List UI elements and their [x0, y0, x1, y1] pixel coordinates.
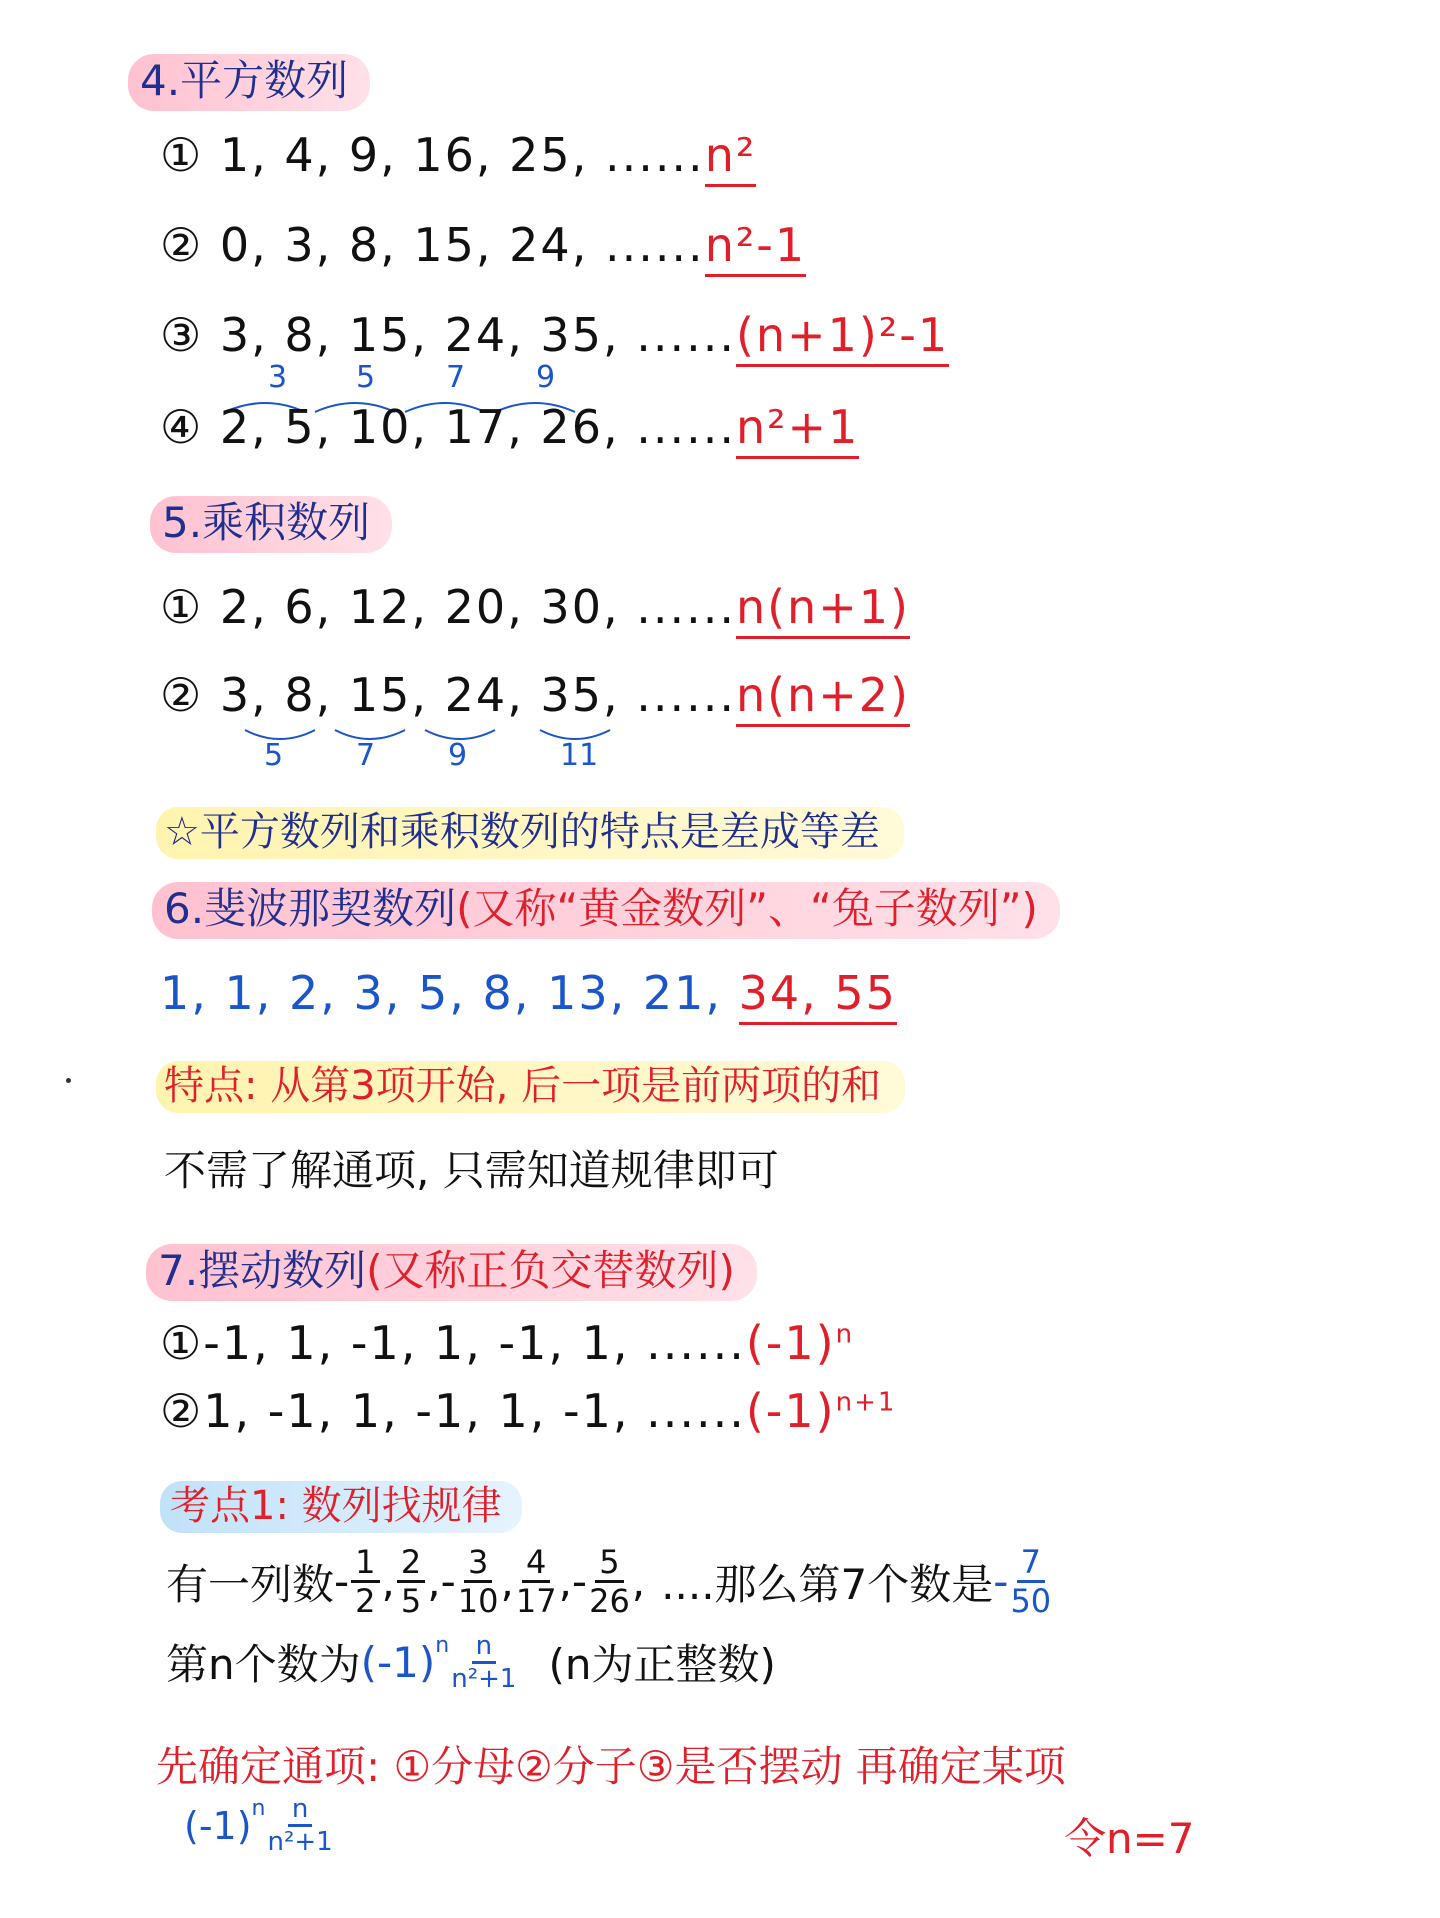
fraction — [515, 1543, 557, 1620]
fraction — [351, 1543, 379, 1620]
alternating-seq-row-1 — [160, 1316, 854, 1370]
numerator: 5 — [595, 1546, 623, 1583]
denominator: 10 — [457, 1582, 499, 1620]
fraction — [451, 1630, 517, 1694]
fibonacci-sequence — [160, 966, 897, 1020]
difference-label: 7 — [356, 738, 376, 773]
fibonacci-feature-wrap — [156, 1054, 905, 1111]
section-4-title: 4.平方数列 — [128, 54, 370, 111]
formula-exponent: n — [835, 1319, 855, 1350]
sequence-text: ③ 3, 8, 15, 24, 35, ...... — [160, 308, 736, 362]
stray-dot — [66, 1078, 71, 1083]
difference-label: 9 — [536, 360, 556, 395]
method-line: 先确定通项: ①分母②分子③是否摆动 再确定某项 — [156, 1742, 1066, 1791]
fraction — [457, 1543, 499, 1620]
sequence-text: ①-1, 1, -1, 1, -1, 1, ...... — [160, 1316, 746, 1370]
numerator: 3 — [464, 1546, 492, 1583]
numerator: 4 — [522, 1546, 550, 1583]
sequence-text: ②1, -1, 1, -1, 1, -1, ...... — [160, 1384, 746, 1438]
numerator: 2 — [397, 1546, 425, 1583]
section-6-aliases: (又称“黄金数列”、“兔子数列”) — [456, 884, 1038, 933]
denominator: n²+1 — [267, 1827, 333, 1857]
numerator: 1 — [351, 1546, 379, 1583]
formula — [746, 1316, 854, 1370]
section-5-title: 5.乘积数列 — [150, 496, 392, 553]
sequence-text: 1, 1, 2, 3, 5, 8, 13, 21, — [160, 966, 722, 1020]
denominator: 2 — [355, 1582, 376, 1620]
formula-exponent: n+1 — [835, 1387, 897, 1418]
alternating-seq-row-2 — [160, 1384, 896, 1438]
formula: n²-1 — [705, 218, 806, 277]
section-7-name: 7.摆动数列 — [158, 1246, 367, 1295]
numerator: n — [472, 1633, 496, 1664]
formula-exponent: n — [435, 1632, 450, 1658]
formula — [746, 1384, 897, 1438]
section-6-name: 6.斐波那契数列 — [164, 884, 457, 933]
difference-label: 11 — [560, 738, 599, 773]
answer — [993, 1543, 1053, 1620]
difference-label: 9 — [448, 738, 468, 773]
product-seq-row-1 — [160, 580, 910, 634]
comma: , — [381, 1557, 395, 1606]
keypoint-1-title: 考点1: 数列找规律 — [160, 1481, 522, 1533]
sequence-text: ① 2, 6, 12, 20, 30, ...... — [160, 580, 736, 634]
formula-base: (-1) — [745, 1384, 836, 1438]
fraction — [589, 1543, 630, 1620]
formula-exponent: n — [251, 1796, 266, 1821]
nth-term-line — [166, 1632, 776, 1692]
star-note-wrap — [156, 800, 904, 857]
sequence-text: ② 0, 3, 8, 15, 24, ...... — [160, 218, 705, 272]
denominator: 5 — [400, 1582, 422, 1620]
comma: , — [427, 1557, 441, 1606]
star-note: ☆平方数列和乘积数列的特点是差成等差 — [156, 807, 904, 859]
answer-fraction — [1010, 1543, 1052, 1620]
nth-formula — [360, 1630, 519, 1694]
product-seq-row-2 — [160, 668, 910, 722]
comma: , — [500, 1557, 514, 1606]
comma: , — [631, 1557, 646, 1606]
sequence-answer: 34, 55 — [739, 966, 897, 1025]
frac-sign: - — [440, 1557, 456, 1606]
square-seq-row-4 — [160, 400, 859, 454]
difference-label: 5 — [264, 738, 284, 773]
formula: (n+1)²-1 — [736, 308, 949, 367]
comma: , — [558, 1557, 572, 1606]
let-n-note: 令n=7 — [1064, 1814, 1195, 1863]
difference-label: 7 — [446, 360, 466, 395]
square-seq-row-3 — [160, 308, 949, 362]
denominator: 50 — [1010, 1582, 1052, 1620]
question-suffix: ....那么第7个数是 — [661, 1559, 994, 1609]
section-7-alias: (又称正负交替数列) — [366, 1246, 735, 1295]
sequence-text: ④ 2, 5, 10, 17, 26, ...... — [160, 400, 736, 454]
difference-label: 5 — [356, 360, 376, 395]
difference-label: 3 — [268, 360, 288, 395]
section-5-title-wrap — [150, 490, 392, 550]
denominator: 17 — [515, 1582, 557, 1620]
frac-sign: - — [334, 1557, 350, 1606]
keypoint-1-title-wrap — [160, 1474, 522, 1531]
section-7-title — [146, 1244, 757, 1301]
sequence-text: ① 1, 4, 9, 16, 25, ...... — [160, 128, 705, 182]
fibonacci-feature: 特点: 从第3项开始, 后一项是前两项的和 — [156, 1061, 905, 1113]
denominator: n²+1 — [451, 1663, 517, 1694]
nth-suffix: (n为正整数) — [548, 1640, 776, 1689]
formula-base: (-1) — [184, 1803, 252, 1848]
formula-base: (-1) — [745, 1316, 836, 1370]
fibonacci-note: 不需了解通项, 只需知道规律即可 — [164, 1146, 779, 1195]
sequence-text: ② 3, 8, 15, 24, 35, ...... — [160, 668, 736, 722]
formula: n(n+2) — [736, 668, 910, 727]
answer-sign: - — [993, 1557, 1009, 1606]
section-4-title-wrap — [128, 48, 370, 108]
question-prefix: 有一列数 — [166, 1559, 335, 1609]
numerator: n — [288, 1796, 312, 1827]
formula: n²+1 — [736, 400, 859, 459]
fraction — [397, 1543, 425, 1620]
formula-base: (-1) — [360, 1637, 436, 1687]
section-7-title-wrap — [146, 1238, 757, 1298]
nth-prefix: 第n个数为 — [166, 1640, 361, 1689]
section-6-title-wrap — [152, 876, 1060, 936]
square-seq-row-2 — [160, 218, 806, 272]
formula: n² — [705, 128, 757, 187]
fraction — [268, 1796, 333, 1855]
denominator: 26 — [589, 1582, 630, 1620]
method-formula — [184, 1796, 335, 1855]
frac-sign: - — [571, 1557, 588, 1606]
square-seq-row-1 — [160, 128, 756, 182]
formula: n(n+1) — [736, 580, 910, 639]
numerator: 7 — [1017, 1546, 1045, 1583]
question-line — [166, 1543, 1053, 1620]
section-6-title — [152, 882, 1060, 939]
